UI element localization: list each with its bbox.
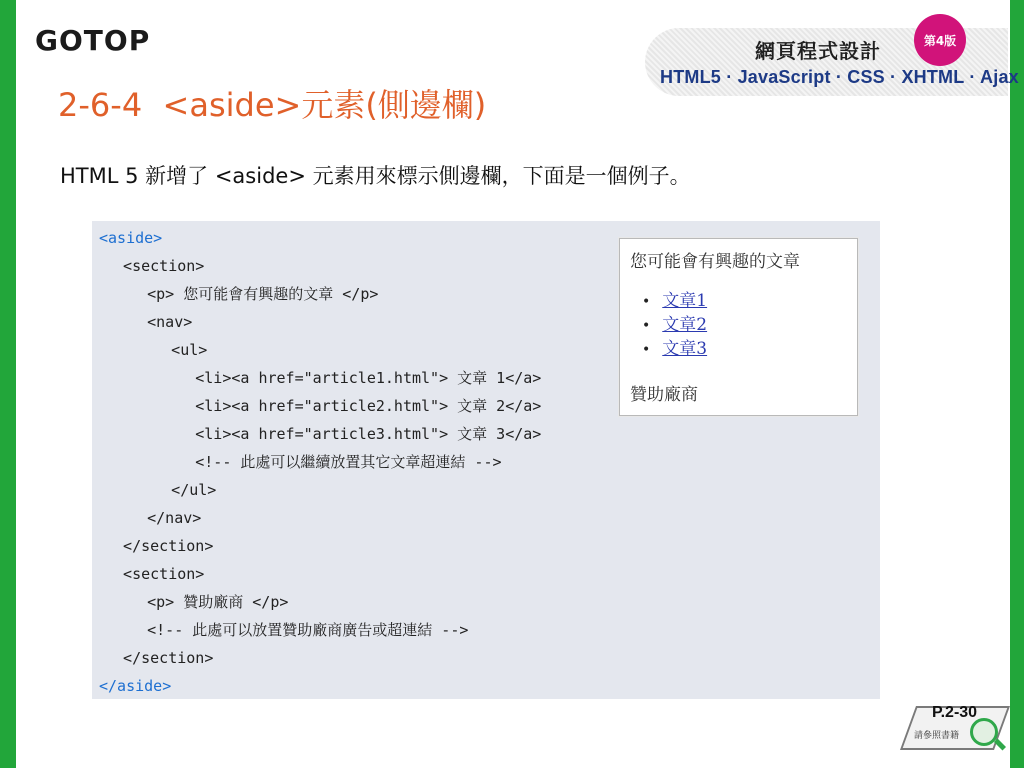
rendered-preview (619, 238, 858, 416)
code-line: <nav> (111, 313, 193, 331)
edition-badge: 第4版 (914, 14, 966, 66)
slide-title: 2-6-4 <aside>元素(側邊欄) (58, 86, 487, 124)
code-line: <section> (105, 565, 205, 583)
code-line: <!-- 此處可以繼續放置其它文章超連結 --> (123, 453, 502, 471)
list-item (642, 337, 707, 361)
list-item (642, 313, 707, 337)
code-line: </section> (105, 537, 214, 555)
preview-sponsor-heading: 贊助廠商 (630, 385, 698, 405)
code-line: <ul> (117, 341, 208, 359)
page-number: P.2-30 (932, 704, 978, 721)
preview-link-article3[interactable]: 文章3 (662, 339, 708, 359)
left-green-edge (0, 0, 16, 768)
code-line: </ul> (117, 481, 217, 499)
magnifier-handle (994, 738, 1006, 750)
preview-heading: 您可能會有興趣的文章 (630, 252, 800, 272)
code-line: <section> (105, 257, 205, 275)
code-line: <li><a href="article3.html"> 文章 3</a> (123, 425, 542, 443)
list-item (642, 289, 707, 313)
preview-link-article2[interactable]: 文章2 (662, 315, 708, 335)
book-title: 網頁程式設計 (755, 39, 881, 63)
code-line: </section> (105, 649, 214, 667)
publisher-logo: GOTOP (35, 24, 151, 57)
right-green-edge (1010, 0, 1024, 768)
code-line: <aside> (99, 229, 163, 247)
page-reference (902, 698, 1014, 764)
page-reference-label: 請參照書籍 (914, 731, 960, 741)
code-line: <li><a href="article2.html"> 文章 2</a> (123, 397, 542, 415)
code-line: <p> 贊助廠商 </p> (111, 593, 289, 611)
code-line: </aside> (99, 677, 172, 695)
book-subtitle: HTML5 · JavaScript · CSS · XHTML · Ajax (660, 67, 1019, 87)
code-line: <p> 您可能會有興趣的文章 </p> (111, 285, 379, 303)
code-line: <li><a href="article1.html"> 文章 1</a> (123, 369, 542, 387)
code-line: </nav> (111, 509, 202, 527)
code-line: <!-- 此處可以放置贊助廠商廣告或超連結 --> (111, 621, 469, 639)
intro-text: HTML 5 新增了 <aside> 元素用來標示側邊欄，下面是一個例子。 (60, 164, 691, 188)
preview-link-article1[interactable]: 文章1 (662, 291, 708, 311)
preview-link-list (642, 289, 707, 361)
